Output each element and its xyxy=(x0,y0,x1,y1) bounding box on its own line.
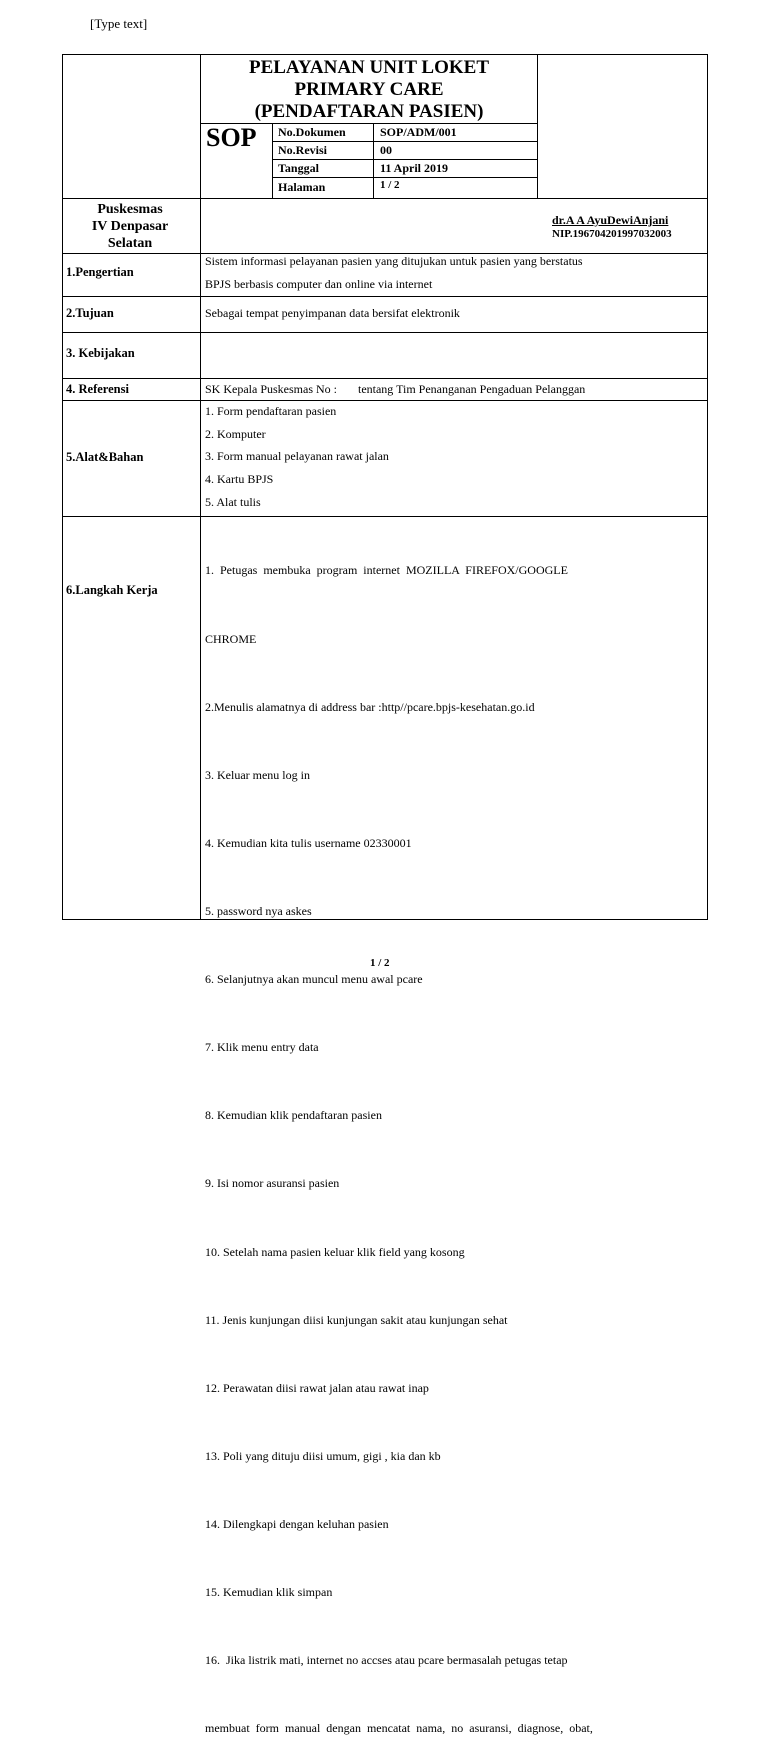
organization-line: Puskesmas xyxy=(97,202,163,217)
step-item: 16. Jika listrik mati, internet no accses atau pcare bermasalah petugas tetap xyxy=(205,1653,568,1668)
meta-value-revisi: 00 xyxy=(380,143,392,157)
organization-name xyxy=(62,201,198,252)
step-item: 13. Poli yang dituju diisi umum, gigi , kia dan kb xyxy=(205,1448,441,1463)
step-item: 12. Perawatan diisi rawat jalan atau rawat inap xyxy=(205,1380,429,1395)
section-label-tujuan: 2.Tujuan xyxy=(66,306,114,320)
step-item: 15. Kemudian klik simpan xyxy=(205,1585,333,1600)
section-content-langkah-kerja xyxy=(205,514,702,1763)
list-item: 4. Kartu BPJS xyxy=(205,472,274,487)
organization-line: IV Denpasar xyxy=(91,219,169,234)
section-label-kebijakan: 3. Kebijakan xyxy=(66,346,135,360)
section-label-langkah-kerja: 6.Langkah Kerja xyxy=(66,583,158,597)
section-label-referensi: 4. Referensi xyxy=(66,382,129,396)
step-item: 9. Isi nomor asuransi pasien xyxy=(205,1176,340,1191)
step-item: 4. Kemudian kita tulis username 02330001 xyxy=(205,835,412,850)
section-content-pengertian xyxy=(205,250,703,295)
content-line: Sistem informasi pelayanan pasien yang ditujukan untuk pasien yang berstatus xyxy=(205,254,583,268)
content-line: Sebagai tempat penyimpanan data bersifat elektronik xyxy=(205,306,460,320)
step-item: 7. Klik menu entry data xyxy=(205,1040,319,1055)
step-item: membuat form manual dengan mencatat nama, no asuransi, diagnose, obat, xyxy=(205,1721,593,1736)
step-item: 5. password nya askes xyxy=(205,903,312,918)
section-label-pengertian: 1.Pengertian xyxy=(66,265,134,279)
section-content-tujuan xyxy=(205,302,703,325)
list-item: 5. Alat tulis xyxy=(205,494,261,509)
section-label-alat-bahan: 5.Alat&Bahan xyxy=(66,450,144,464)
step-item: CHROME xyxy=(205,631,257,646)
content-line: SK Kepala Puskesmas No : tentang Tim Penanganan Pengaduan Pelanggan xyxy=(205,382,586,397)
step-item: 2.Menulis alamatnya di address bar :http//pcare.bpjs-kesehatan.go.id xyxy=(205,699,535,714)
meta-value-halaman: 1 / 2 xyxy=(380,179,400,191)
list-item: 3. Form manual pelayanan rawat jalan xyxy=(205,449,389,464)
signer-name: dr.A A AyuDewiAnjani xyxy=(552,213,669,227)
page-number: 1 / 2 xyxy=(370,957,390,969)
document-title xyxy=(200,57,538,123)
step-item: 6. Selanjutnya akan muncul menu awal pcare xyxy=(205,972,423,987)
organization-line: Selatan xyxy=(107,236,153,251)
meta-label-halaman: Halaman xyxy=(278,180,326,194)
meta-label-revisi: No.Revisi xyxy=(278,143,327,157)
step-item: 11. Jenis kunjungan diisi kunjungan sakit atau kunjungan sehat xyxy=(205,1312,508,1327)
step-item: 10. Setelah nama pasien keluar klik field yang kosong xyxy=(205,1244,465,1259)
sop-label: SOP xyxy=(206,123,257,152)
meta-value-tanggal: 11 April 2019 xyxy=(380,161,449,175)
step-item: 3. Keluar menu log in xyxy=(205,767,310,782)
page-header-text: [Type text] xyxy=(90,16,148,31)
list-item: 2. Komputer xyxy=(205,426,266,441)
section-content-alat-bahan xyxy=(205,400,703,514)
step-item: 1. Petugas membuka program internet MOZILLA FIREFOX/GOOGLE xyxy=(205,563,568,578)
list-item: 1. Form pendaftaran pasien xyxy=(205,404,337,418)
content-line: BPJS berbasis computer dan online via internet xyxy=(205,276,433,291)
title-line: (PENDAFTARAN PASIEN) xyxy=(254,101,484,122)
meta-label-tanggal: Tanggal xyxy=(278,161,319,175)
step-item: 8. Kemudian klik pendaftaran pasien xyxy=(205,1108,382,1123)
signer-nip: NIP.196704201997032003 xyxy=(552,228,672,240)
step-item: 14. Dilengkapi dengan keluhan pasien xyxy=(205,1516,389,1531)
meta-value-dokumen: SOP/ADM/001 xyxy=(380,125,457,139)
title-line: PELAYANAN UNIT LOKET xyxy=(248,57,490,78)
title-line: PRIMARY CARE xyxy=(294,79,444,100)
meta-label-dokumen: No.Dokumen xyxy=(278,125,346,139)
